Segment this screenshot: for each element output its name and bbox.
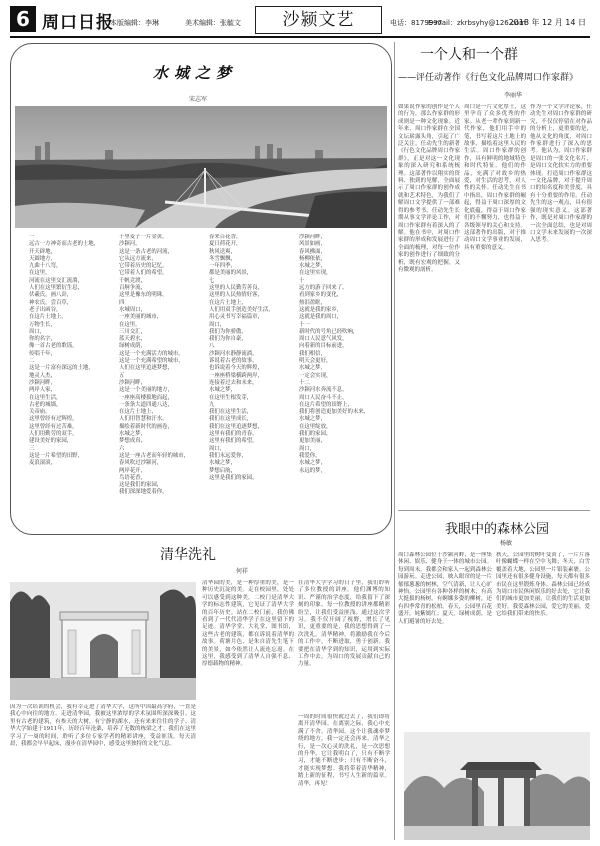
page-header bbox=[10, 6, 590, 34]
right-article-title: 一个人和一个群 bbox=[420, 47, 518, 63]
forest-park-photo-art bbox=[404, 732, 590, 840]
right-article-subtitle: ——评任动著作《行色文化品牌周口作家群》 bbox=[398, 73, 579, 83]
poem-column-2: 千里麦子一片金黄， 沙颍河， 这是一条古老的河流， 它从远方流来， 它带着历史的记忆， 它带着人们的希望， 千帆竞渡， 百舸争流， 这里是豫东的明珠， 四 水城周口， 一座美丽的城市， 在这里， 三川交汇， 蓝天碧水， 绿树成荫， 这是一个充满活力的城市， 这是一个充满希望的城市， 人们在这里追逐梦想， 五 沙颍河畔， 这是一个美丽的地方， 一座座高楼拔地而起， 一条条大道四通八达， 在这片土地上， 人们用智慧和汗水， 描绘着新时代的画卷， 水城之梦， 梦想成真， 六 这是一座古老而年轻的城市， 春风吹过沙颍河， 两岸花开， 鸟语花香， 这是我们的家园， 我们深深地爱着你， bbox=[119, 234, 190, 496]
newspaper-name: 周口日报 bbox=[42, 13, 114, 33]
river-city-photo-art bbox=[15, 106, 387, 228]
right-article-column-2: 周口是一片文化厚土，这里孕育了众多优秀的作家。从老一辈作家到新一代作家，他们用手中的笔，书写着这片土地上的故事，描绘着这里人民的生活。周口作家群的创作，具有鲜明的地域特色和时代特征。他们的作品，充满了对故乡的热爱，对生活的思考，对人性的关怀。任动先生在书中指出，周口作家群的崛起，得益于周口深厚的文化底蕴，得益于周口作家们的不懈努力，也得益于各级领导的关心和支持。这部著作的出版，对于推动周口文学事业的发展，具有重要的意义。 bbox=[464, 104, 526, 251]
phone-label: 电话：8179997 bbox=[390, 19, 443, 27]
issue-date: 2018 年 12 月 14 日 bbox=[508, 18, 586, 27]
poem-author: 宋志军 bbox=[189, 96, 208, 103]
email-label: E-mail：zkrbsyhy@126.com bbox=[428, 19, 526, 27]
column-divider bbox=[394, 42, 395, 840]
lower-article-author: 何祥 bbox=[236, 568, 249, 575]
forest-article-title: 我眼中的森林公园 bbox=[445, 522, 550, 537]
lower-article-column-4: 一周的时间很快就过去了，我们即将离开清华园。在离别之际，我心中充满了不舍。清华园，这个让我魂牵梦绕的地方，我一定还会再来。清华之行，是一次心灵的洗礼，是一次思想的升华。它让我明白了，只有不断学习，才能不断进步；只有不断奋斗，才能实现梦想。我将带着清华精神，踏上新的征程，书写人生新的篇章。清华，再见！ bbox=[298, 714, 390, 787]
tsinghua-gate-photo-art bbox=[10, 582, 196, 700]
right-article-column-3: 作为一个文学评论家，任动先生对周口作家群的研究，不仅仅停留在对作品的分析上，更重要的是，他从文化的角度，对周口作家群进行了深入的思考。他认为，周口作家群是周口的一张文化名片，是周口文化软实力的重要体现。打造周口作家群这一文化品牌，对于提升周口的知名度和美誉度，具有十分重要的作用。任动先生的这一观点，具有很强的现实意义。这部著作，既是对周口作家群的一次全面总结，也是对周口文学未来发展的一次深入思考。 bbox=[530, 104, 592, 244]
header-rule bbox=[10, 36, 590, 38]
forest-article-author: 杨敏 bbox=[500, 540, 513, 547]
right-article-author: 李丽华 bbox=[504, 92, 523, 99]
lower-article-title: 清华洗礼 bbox=[160, 547, 216, 563]
poem-feature-box bbox=[10, 43, 392, 535]
proof-label: 美术编辑：张毓文 bbox=[185, 19, 241, 27]
poem-column-4: 沙颍河畔， 风景如画， 春风拂面， 杨柳依依， 水城之梦， 在这里实现， 十 远方的游子回来了， 看到家乡的变化， 热泪盈眶， 这就是我的家乡， 这就是我的周口， 十一 新时代的号角已经吹响， 周口人民意气风发， 向着新的目标前进， 我们相信， 明天会更好， 水城之梦， 一定会实现， 十二 沙颍河水奔流不息， 周口人民奋斗不止， 在这片希望的田野上， 我们将创造更加美好的未来， 水城之梦， 在这里绽放， 我们的家园， 更加美丽， 周口， 我爱你， 水城之梦， 永远的梦， bbox=[299, 234, 370, 474]
forest-divider bbox=[398, 510, 590, 511]
poem-column-1: 一 远古一方神奇而古老的土地， 开天辟地， 天圆地方， 九曲十八弯， 在这里， 河流在这里交汇流淌， 人们在这里繁衍生息， 伏羲氏，画八卦， 神农氏，尝百草， 老子出函谷， 在这片土地上， 万物生长， 周口， 你的名字， 像一首古老的歌谣， 传唱千年， 二 这是一片富有深远的土地， 地灵人杰， 沙颍河畔， 两岸人家， 在这里生活， 古老的城墙， 关帝庙， 这里曾经有过辉煌， 这里曾经有过苦难， 人们用勤劳的双手， 建设美好的家园， 三 这是一片希望的田野， 麦浪滚滚， bbox=[29, 234, 100, 467]
right-article-column-1: 如果说作家的创作是个人的行为，那么作家群的形成则是一种文化现象。近年来，周口作家群在全国文坛崭露头角，引起了广泛关注。任动先生的新著《行色文化品牌周口作家群》，正是对这一文化现象的深入研究和系统梳理。这部著作以翔实的资料、独到的见解，全面展示了周口作家群的创作成就和艺术特色，为我们了解周口文学提供了一部难得的参考书。任动先生长期从事文学评论工作，对周口作家群有着深入的了解。他在书中，对周口作家群的形成和发展进行了全面的梳理，对每一位作家的创作进行了细致的分析，既有宏观的把握，又有微观的剖析。 bbox=[398, 104, 460, 273]
forest-park-photo bbox=[404, 732, 590, 840]
lower-article-column-2: 清华园的美，是一种厚重的美，是一种历史沉淀的美。走在校园里，处处可以感受到这种美。二校门是清华大学的标志性建筑，它见证了清华大学的百年历史。站在二校门前，我仿佛看到了一代代清华学子在这里留下的足迹。清华学堂、大礼堂、图书馆，这些古老的建筑，都在诉说着清华的故事。荷塘月色，是朱自清先生笔下的美景，如今依然让人流连忘返。在这里，我感受到了清华人自强不息、厚德载物的精神。 bbox=[202, 580, 294, 668]
poem-column-3: 春来百花香， 夏日荷花开， 秋风送爽， 冬雪飘飘， 一年四季， 都是美丽的风景， 七 这里的人民勤劳善良， 这里的人民热情好客， 在这片土地上， 人们用双手创造美好生活， 用心灵书写幸福篇章， 周口， 我们为你骄傲， 我们为你自豪， 八 沙颍河水静静流淌， 诉说着古老的故事， 也诉说着今天的辉煌， 一座座桥梁横跨两岸， 连接着过去和未来， 水城之梦， 在这里生根发芽， 九 我们在这里生活， 我们在这里成长， 我们在这里追逐梦想， 这里有我们的青春， 这里有我们的希望， 周口， 我们永远爱你， 水城之梦， 梦想启航， 这里是我们的家园， bbox=[209, 234, 274, 481]
poem-title: 水城之梦 bbox=[153, 64, 238, 82]
river-city-photo bbox=[15, 106, 387, 228]
forest-article-column-1: 周口森林公园位于沙颍河畔，是一座集休闲、娱乐、健身于一体的城市公园。每到周末，我都会和家人一起到森林公园游玩。走进公园，映入眼帘的是一片郁郁葱葱的树林，空气清新，让人心旷神怡。公园里有各种各样的树木，有高大挺拔的杨树，有婀娜多姿的柳树，还有四季常青的松柏。春天，公园里百花盛开，姹紫嫣红；夏天，绿树成荫，是人们避暑的好去处。 bbox=[398, 552, 492, 625]
lower-article-column-3: 在清华大学学习的日子里，我们聆听了多位教授的讲座。他们渊博的知识、严谨的治学态度，给我留下了深刻的印象。每一位教授的讲座都精彩纷呈，让我们受益匪浅。通过这次学习，我不仅开阔了视野，增长了见识，更重要的是，我的思想得到了一次洗礼。清华精神，将激励我在今后的工作中，不断进取，勇于创新。我要把在清华学到的知识，运用到实际工作中去，为周口的发展贡献自己的力量。 bbox=[298, 580, 390, 668]
tsinghua-gate-photo bbox=[10, 582, 196, 700]
page-number: 6 bbox=[10, 6, 36, 32]
editor-label: 本版编辑：李琳 bbox=[110, 19, 159, 27]
forest-article-column-2: 秋天，公园里的树叶变黄了，一片片落叶像蝴蝶一样在空中飞舞；冬天，白雪覆盖着大地，公园里一片银装素裹。公园里还有很多健身设施，每天都有很多市民在这里锻炼身体。森林公园已经成为周口市民休闲娱乐的好去处，它让我们的城市更加美丽，让我们的生活更加美好。我爱森林公园，爱它的美丽，爱它给我们带来的快乐。 bbox=[496, 552, 590, 618]
section-title: 沙颍文艺 bbox=[255, 6, 382, 34]
lower-article-column-1: 因为一次培训的机会，我有幸走进了清华大学，这所中国最高学府，一直是我心中向往的地方。走进清华园，我被这里浓厚的学术氛围所深深吸引。这里有古老的建筑，有参天的大树，有宁静的湖水，还有来来往往的学子。清华大学始建于1911年，历经百年沧桑，培养了无数的栋梁之才。我们在这里学习了一周的时间，聆听了多位专家学者的精彩讲座，受益匪浅。每天清晨，我都会早早起床，漫步在清华园中，感受这里独特的文化气息。 bbox=[10, 704, 196, 748]
